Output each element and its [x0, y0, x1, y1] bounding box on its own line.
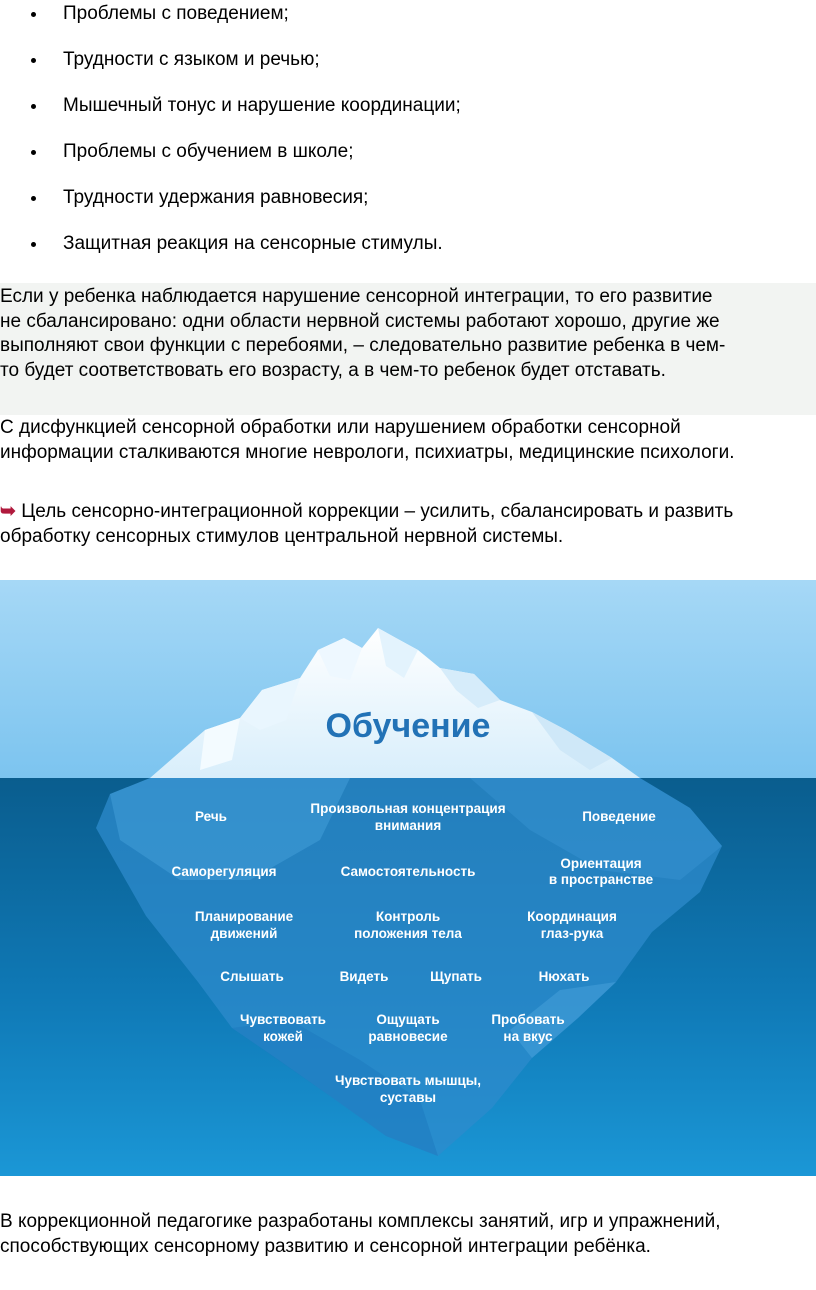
- label-muscles-line1: Чувствовать мышцы,: [334, 1073, 482, 1088]
- label-posture-line2: положения тела: [354, 926, 462, 941]
- label-attention-line2: внимания: [374, 818, 442, 833]
- arrow-icon: ➥: [0, 501, 16, 522]
- bullet-icon: [31, 58, 36, 63]
- label-orientation-line1: Ориентация: [560, 856, 642, 871]
- label-coordination-line1: Координация: [527, 909, 617, 924]
- bullet-icon: [31, 12, 36, 17]
- label-planning-line2: движений: [210, 926, 278, 941]
- list-item: Трудности удержания равновесия;: [0, 185, 816, 211]
- bullet-icon: [31, 104, 36, 109]
- iceberg-illustration: [0, 580, 816, 1176]
- paragraph-correction: В коррекционной педагогике разработаны комплексы занятий, игр и упражнений, способствующих сенсорному развитию и сенсорной интеграции ребёнка.: [0, 1211, 721, 1257]
- bullet-icon: [31, 196, 36, 201]
- label-coordination-line2: глаз-рука: [540, 926, 604, 941]
- paragraph-sensory-integration: Если у ребенка наблюдается нарушение сенсорной интеграции, то его развитие не сбалансировано: одни области нервной системы работают хорошо, другие же выполняют свои функции с перебоями, – следовательно развитие ребенка в чем- то будет соответствовать его возрасту, а в чем-то ребенок будет отставать.: [0, 283, 816, 415]
- label-taste-line1: Пробовать: [491, 1012, 565, 1027]
- label-orientation-line2: в пространстве: [548, 872, 654, 887]
- list-item: Проблемы с поведением;: [0, 1, 816, 27]
- label-balance-line1: Ощущать: [376, 1012, 440, 1027]
- list-item: Трудности с языком и речью;: [0, 47, 816, 73]
- label-behavior: Поведение: [582, 809, 656, 824]
- label-muscles-line2: суставы: [379, 1090, 437, 1105]
- bullet-icon: [31, 242, 36, 247]
- label-smell: Нюхать: [538, 969, 590, 984]
- label-planning-line1: Планирование: [194, 909, 294, 924]
- paragraph-goal: ➥ Цель сенсорно-интеграционной коррекции – усилить, сбалансировать и развить обработку сенсорных стимулов центральной нервной системы.: [0, 501, 734, 547]
- label-speech: Речь: [195, 809, 227, 824]
- label-attention-line1: Произвольная концентрация: [310, 801, 506, 816]
- label-posture-line1: Контроль: [375, 909, 441, 924]
- label-see: Видеть: [339, 969, 389, 984]
- label-skin-line2: кожей: [263, 1029, 303, 1044]
- label-touch: Щупать: [430, 969, 482, 984]
- paragraph-dysfunction: С дисфункцией сенсорной обработки или нарушением обработки сенсорной информации сталкиваются многие неврологи, психиатры, медицинские психологи.: [0, 417, 735, 463]
- list-item: Мышечный тонус и нарушение координации;: [0, 93, 816, 119]
- iceberg-title: Обучение: [325, 707, 491, 745]
- list-item: Проблемы с обучением в школе;: [0, 139, 816, 165]
- label-skin-line1: Чувствовать: [240, 1012, 326, 1027]
- bullet-icon: [31, 150, 36, 155]
- list-item: Защитная реакция на сенсорные стимулы.: [0, 231, 816, 257]
- label-balance-line2: равновесие: [368, 1029, 448, 1044]
- label-independence: Самостоятельность: [340, 864, 476, 879]
- label-self-regulation: Саморегуляция: [171, 864, 277, 879]
- label-taste-line2: на вкус: [503, 1029, 553, 1044]
- label-hear: Слышать: [220, 969, 284, 984]
